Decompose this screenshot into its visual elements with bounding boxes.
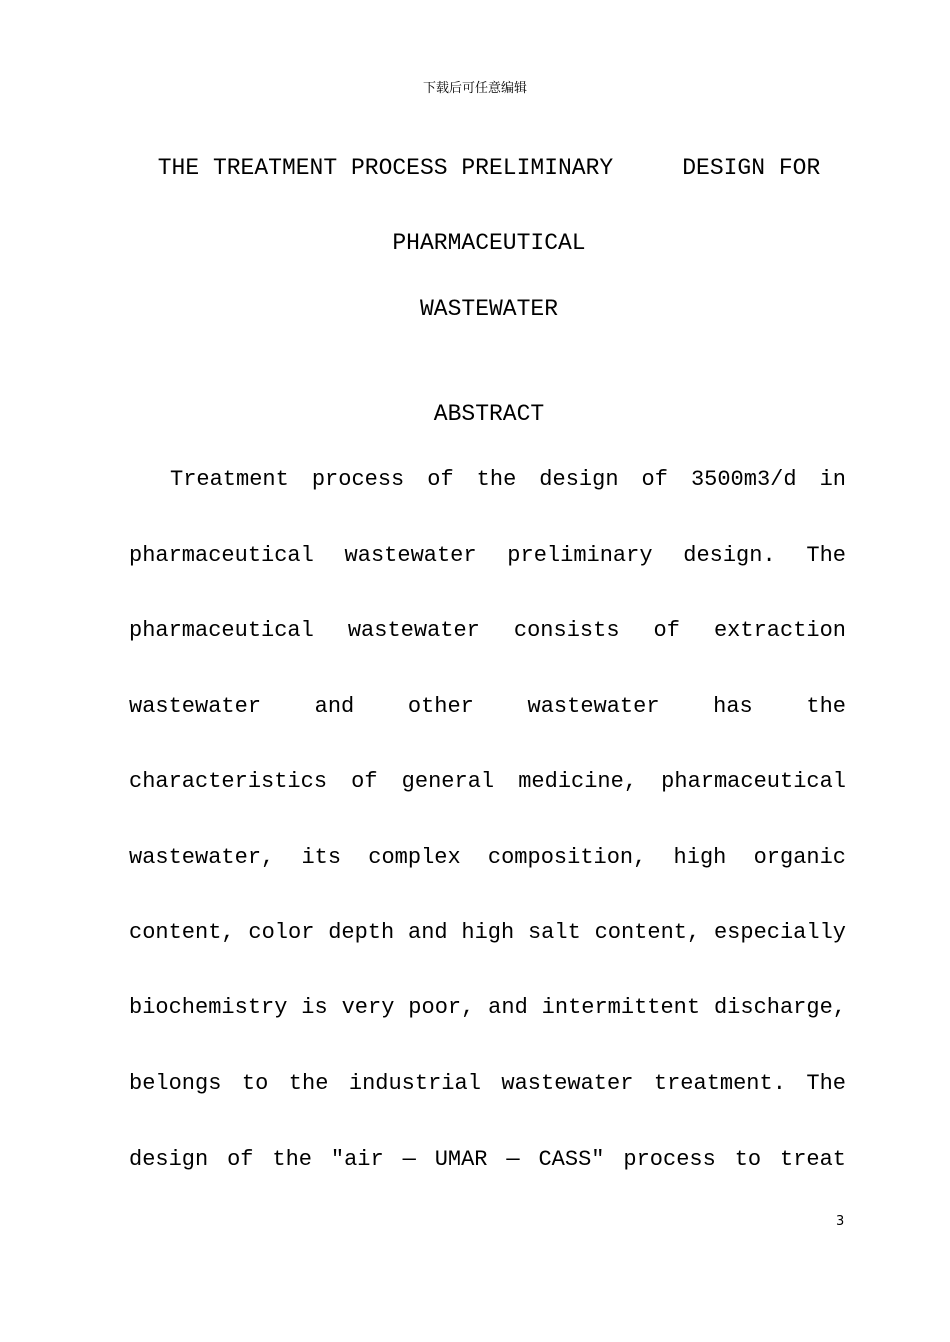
abstract-line-3: pharmaceutical wastewater consists of extraction bbox=[129, 618, 846, 643]
title-line-3: WASTEWATER bbox=[419, 296, 559, 322]
abstract-line-5: characteristics of general medicine, pharmaceutical bbox=[129, 769, 846, 794]
abstract-line-1: Treatment process of the design of 3500m3/d in bbox=[170, 467, 846, 492]
abstract-line-9: belongs to the industrial wastewater treatment. The bbox=[129, 1071, 846, 1096]
title-line-1: THE TREATMENT PROCESS PRELIMINARY DESIGN FOR bbox=[157, 155, 821, 181]
abstract-line-2: pharmaceutical wastewater preliminary design. The bbox=[129, 543, 846, 568]
abstract-heading: ABSTRACT bbox=[433, 401, 545, 427]
header-note: 下载后可任意编辑 bbox=[422, 81, 527, 96]
page-number: 3 bbox=[836, 1214, 845, 1229]
abstract-line-8: biochemistry is very poor, and intermittent discharge, bbox=[129, 995, 846, 1020]
abstract-line-7: content, color depth and high salt content, especially bbox=[129, 920, 846, 945]
title-line-2: PHARMACEUTICAL bbox=[392, 230, 586, 256]
abstract-line-10: design of the ″air — UMAR — CASS″ process to treat bbox=[129, 1147, 846, 1172]
abstract-line-6: wastewater, its complex composition, high organic bbox=[129, 845, 846, 870]
abstract-line-4: wastewater and other wastewater has the bbox=[129, 694, 846, 719]
